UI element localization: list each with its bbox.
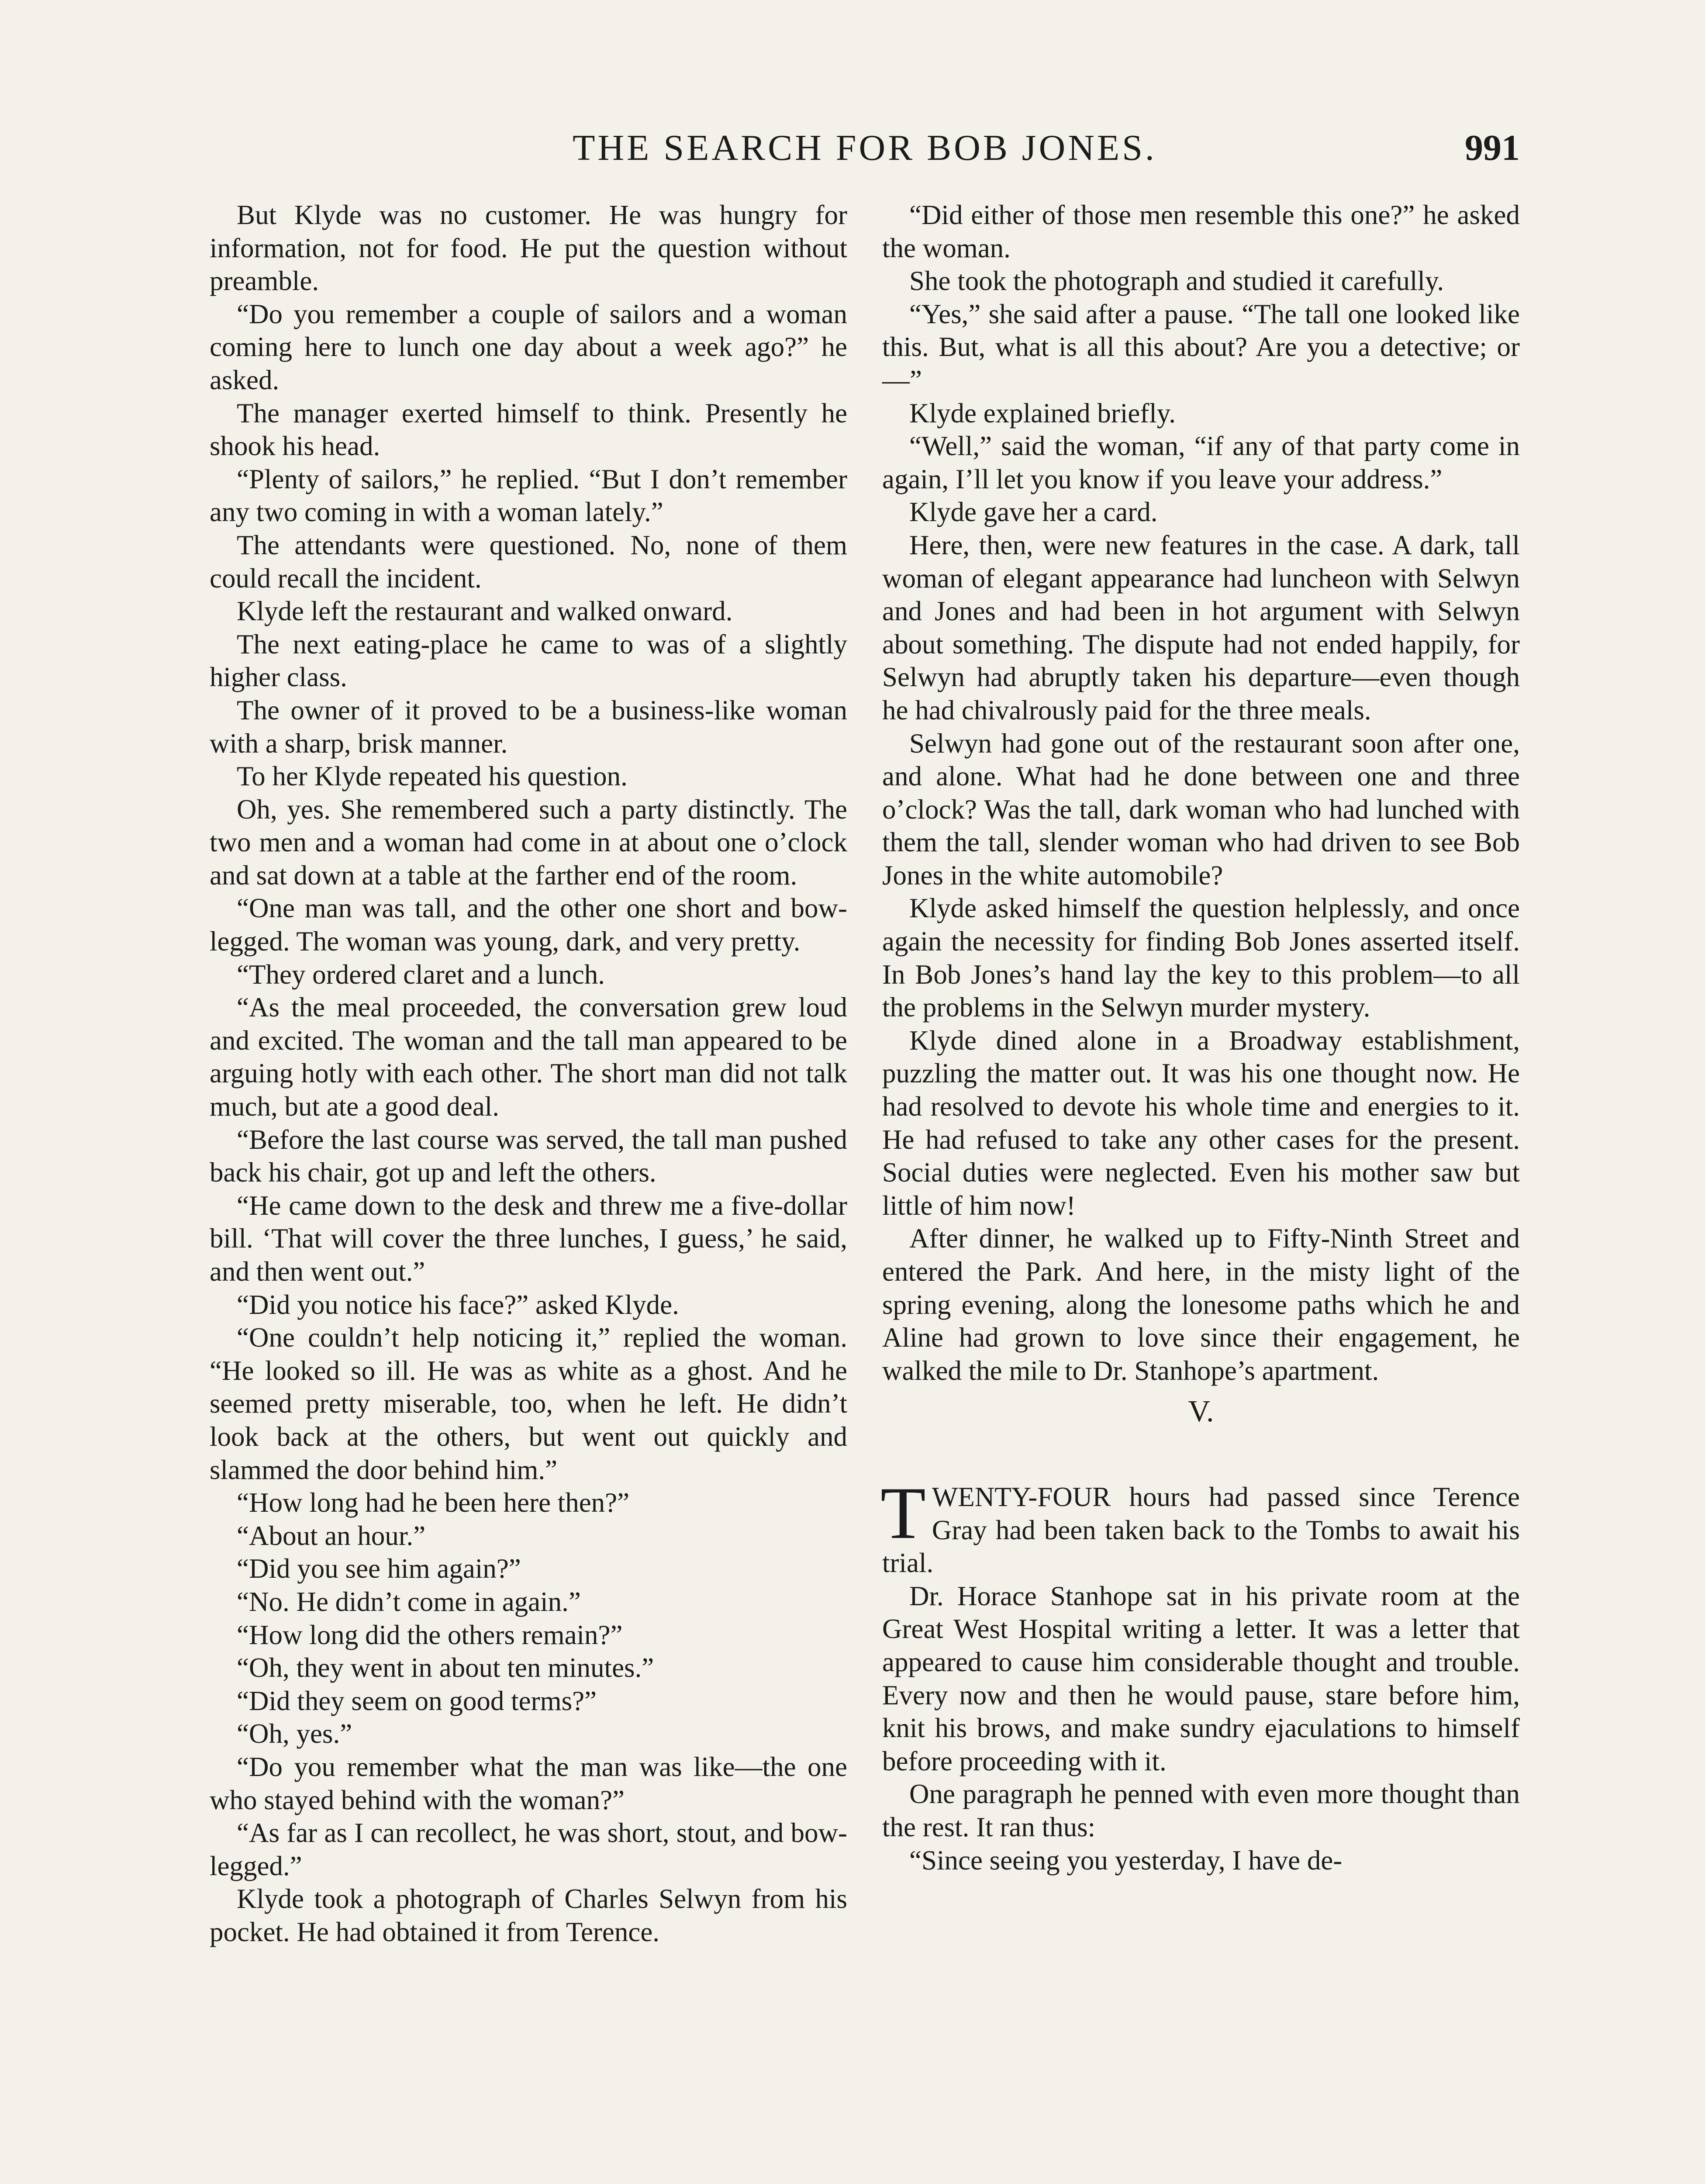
paragraph: “Yes,” she said after a pause. “The tall one looked like this. But, what is all this about? Are you a detective; or—”: [882, 298, 1520, 395]
paragraph: “How long had he been here then?”: [237, 1487, 630, 1518]
paragraph: “One couldn’t help noticing it,” replied the woman. “He looked so ill. He was as white as a ghost. And he seemed pretty miserable, too, when he left. He didn’t look back at the others, but went out quickly and slammed the door behind him.”: [210, 1322, 847, 1485]
paragraph: “As far as I can recollect, he was short, stout, and bow-legged.”: [210, 1818, 847, 1881]
drop-cap: T: [880, 1472, 926, 1554]
paragraph: Dr. Horace Stanhope sat in his private room at the Great West Hospital writing a letter. It was a letter that appeared to cause him considerable thought and trouble. Every now and then he would pause, stare before him, knit his brows, and make sundry ejaculations to himself before proceeding with it.: [882, 1580, 1520, 1776]
paragraph: “How long did the others remain?”: [237, 1619, 623, 1650]
dropcap-paragraph-text: WENTY-FOUR hours had passed since Terence Gray had been taken back to the Tombs to await his trial.: [882, 1481, 1520, 1579]
paragraph: Here, then, were new features in the case. A dark, tall woman of elegant appearance had luncheon with Selwyn and Jones and had been in hot argument with Selwyn about something. The dispute had not ended happily, for Selwyn had abruptly taken his departure—even though he had chivalrously paid for the three meals.: [882, 529, 1520, 726]
paragraph: “Oh, yes.”: [237, 1718, 352, 1749]
paragraph: “Did either of those men resemble this one?” he asked the woman.: [882, 200, 1520, 263]
paragraph: Selwyn had gone out of the restaurant soon after one, and alone. What had he done between one and three o’clock? Was the tall, dark woman who had lunched with them the tall, slender woman who had driven to see Bob Jones in the white automobile?: [882, 728, 1520, 891]
page-header: [210, 127, 1520, 169]
paragraph: Oh, yes. She remembered such a party distinctly. The two men and a woman had come in at about one o’clock and sat down at a table at the farther end of the room.: [210, 794, 847, 891]
paragraph: “About an hour.”: [237, 1520, 426, 1551]
paragraph: “No. He didn’t come in again.”: [237, 1586, 581, 1617]
paragraph: The attendants were questioned. No, none of them could recall the incident.: [210, 529, 847, 594]
paragraph: She took the photograph and studied it carefully.: [909, 266, 1444, 297]
paragraph: “Well,” said the woman, “if any of that party come in again, I’ll let you know if you leave your address.”: [882, 431, 1520, 494]
paragraph: “Did you see him again?”: [237, 1553, 521, 1584]
paragraph: “Since seeing you yesterday, I have de-: [909, 1845, 1343, 1876]
paragraph: “Plenty of sailors,” he replied. “But I don’t remember any two coming in with a woman lately.”: [210, 463, 847, 528]
paragraph: One paragraph he penned with even more thought than the rest. It ran thus:: [882, 1779, 1520, 1842]
running-title: THE SEARCH FOR BOB JONES.: [573, 128, 1157, 168]
paragraph: Klyde explained briefly.: [909, 397, 1176, 429]
paragraph: “Do you remember what the man was like—the one who stayed behind with the woman?”: [210, 1751, 847, 1815]
paragraph: The manager exerted himself to think. Presently he shook his head.: [210, 397, 847, 462]
section-heading: V.: [1188, 1395, 1214, 1429]
paragraph: After dinner, he walked up to Fifty-Ninth Street and entered the Park. And here, in the misty light of the spring evening, along the lonesome paths which he and Aline had grown to love since their engagement, he walked the mile to Dr. Stanhope’s apartment.: [882, 1223, 1520, 1386]
paragraph: Klyde gave her a card.: [909, 497, 1158, 528]
paragraph: Klyde dined alone in a Broadway establishment, puzzling the matter out. It was his one thought now. He had resolved to devote his whole time and energies to it. He had refused to take any other cases for the present. Social duties were neglected. Even his mother saw but little of him now!: [882, 1025, 1520, 1221]
paragraph: To her Klyde repeated his question.: [237, 761, 628, 792]
paragraph: “One man was tall, and the other one short and bow-legged. The woman was young, dark, and very pretty.: [210, 893, 847, 957]
right-column: [882, 199, 1520, 1877]
paragraph: The next eating-place he came to was of a slightly higher class.: [210, 629, 847, 693]
paragraph: “Do you remember a couple of sailors and a woman coming here to lunch one day about a week ago?” he asked.: [210, 298, 847, 395]
dropcap-paragraph: [880, 1472, 1520, 1580]
paragraph: “He came down to the desk and threw me a five-dollar bill. ‘That will cover the three lunches, I guess,’ he said, and then went out.”: [210, 1190, 847, 1287]
paragraph: Klyde asked himself the question helplessly, and once again the necessity for finding Bob Jones asserted itself. In Bob Jones’s hand lay the key to this problem—to all the problems in the Selwyn murder mystery.: [882, 893, 1520, 1023]
paragraph: Klyde left the restaurant and walked onward.: [237, 596, 733, 627]
page-number: 991: [1465, 128, 1520, 168]
paragraph: “Oh, they went in about ten minutes.”: [237, 1652, 654, 1683]
paragraph: “Did you notice his face?” asked Klyde.: [237, 1289, 679, 1320]
paragraph: But Klyde was no customer. He was hungry for information, not for food. He put the question without preamble.: [210, 200, 847, 297]
paragraph: “Before the last course was served, the tall man pushed back his chair, got up and left the others.: [210, 1124, 847, 1188]
paragraph: Klyde took a photograph of Charles Selwyn from his pocket. He had obtained it from Terence.: [210, 1883, 847, 1947]
paragraph: “Did they seem on good terms?”: [237, 1685, 597, 1716]
left-column: [210, 199, 847, 1949]
paragraph: “As the meal proceeded, the conversation grew loud and excited. The woman and the tall man appeared to be arguing hotly with each other. The short man did not talk much, but ate a good deal.: [210, 992, 847, 1122]
paragraph: “They ordered claret and a lunch.: [237, 959, 605, 990]
paragraph: The owner of it proved to be a business-like woman with a sharp, brisk manner.: [210, 695, 847, 759]
